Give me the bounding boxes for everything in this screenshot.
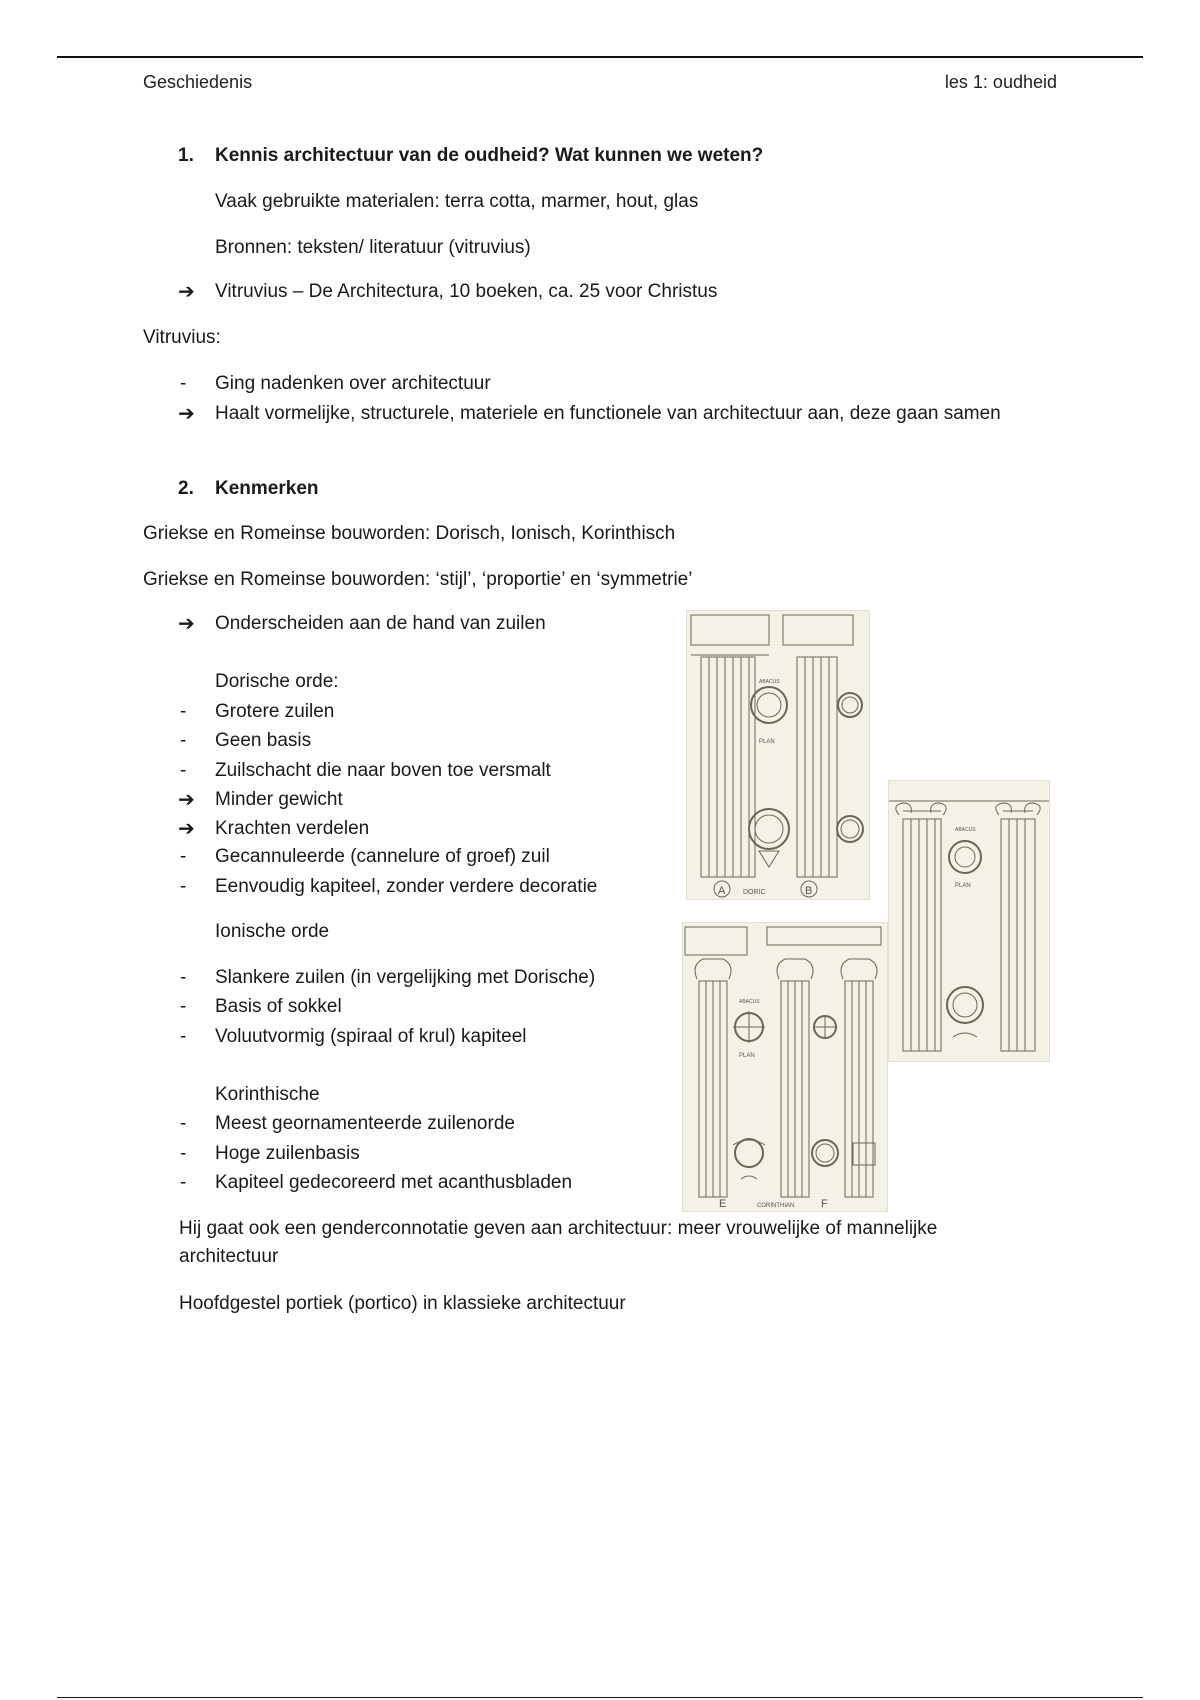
figure-plan-label: PLAN <box>955 883 971 889</box>
footer-rule <box>57 1697 1143 1698</box>
dash-bullet: - <box>180 373 187 394</box>
corinthian-item: Meest geornamenteerde zuilenorde <box>215 1113 515 1134</box>
section-1-title: Kennis architectuur van de oudheid? Wat kunnen we weten? <box>215 145 764 166</box>
doric-item: Gecannuleerde (cannelure of groef) zuil <box>215 846 550 867</box>
dash-bullet: - <box>180 1143 187 1164</box>
dash-bullet: - <box>180 876 187 897</box>
doric-item: Krachten verdelen <box>215 818 370 839</box>
ionic-item: Voluutvormig (spiraal of krul) kapiteel <box>215 1026 527 1047</box>
dash-bullet: - <box>180 1172 187 1193</box>
corinthian-item: Kapiteel gedecoreerd met acanthusbladen <box>215 1172 573 1193</box>
dash-bullet: - <box>180 760 187 781</box>
ionic-columns-drawing <box>889 781 1049 1061</box>
corinthian-title: Korinthische <box>215 1084 320 1105</box>
vitruvius-item-2: Haalt vormelijke, structurele, materiele en functionele van architectuur aan, deze gaan samen <box>215 403 1001 424</box>
doric-columns-drawing <box>687 611 869 899</box>
sources-line: Bronnen: teksten/ literatuur (vitruvius) <box>215 237 531 258</box>
figure-abacus-label: ABACUS <box>759 679 780 685</box>
section-2-title: Kenmerken <box>215 478 319 499</box>
portico-line: Hoofdgestel portiek (portico) in klassieke architectuur <box>179 1293 626 1314</box>
figure-plan-label: PLAN <box>759 739 775 745</box>
dash-bullet: - <box>180 996 187 1017</box>
arrow-right-icon: ➔ <box>178 403 195 425</box>
doric-title: Dorische orde: <box>215 671 339 692</box>
gender-paragraph: Hij gaat ook een genderconnotatie geven aan architectuur: meer vrouwelijke of mannelijke architectuur <box>179 1218 938 1267</box>
orders-line: Griekse en Romeinse bouworden: Dorisch, Ionisch, Korinthisch <box>143 523 676 544</box>
header-lesson: les 1: oudheid <box>944 72 1057 92</box>
materials-line: Vaak gebruikte materialen: terra cotta, marmer, hout, glas <box>215 191 699 212</box>
header-course: Geschiedenis <box>143 72 253 92</box>
section-1-number: 1. <box>178 145 194 166</box>
figure-label-b: B <box>805 885 813 897</box>
doric-item: Eenvoudig kapiteel, zonder verdere decoratie <box>215 876 598 897</box>
header-rule <box>57 56 1143 58</box>
figure-abacus-label: ABACUS <box>955 827 976 833</box>
corinthian-columns-figure <box>682 922 888 1212</box>
corinthian-item: Hoge zuilenbasis <box>215 1143 360 1164</box>
ionic-columns-figure <box>888 780 1050 1062</box>
arrow-right-icon: ➔ <box>178 789 195 811</box>
corinthian-columns-drawing <box>683 923 887 1211</box>
doric-item: Grotere zuilen <box>215 701 335 722</box>
doric-columns-figure <box>686 610 870 900</box>
arrow-right-icon: ➔ <box>178 281 195 303</box>
distinguish-line: Onderscheiden aan de hand van zuilen <box>215 613 546 634</box>
dash-bullet: - <box>180 730 187 751</box>
dash-bullet: - <box>180 701 187 722</box>
arrow-right-icon: ➔ <box>178 613 195 635</box>
orders-terms-line: Griekse en Romeinse bouworden: ‘stijl’, ‘proportie’ en ‘symmetrie’ <box>143 569 693 590</box>
dash-bullet: - <box>180 846 187 867</box>
figure-caption-corinthian: CORINTHIAN <box>757 1203 795 1209</box>
ionic-item: Basis of sokkel <box>215 996 342 1017</box>
vitruvius-label: Vitruvius: <box>143 327 221 348</box>
dash-bullet: - <box>180 1026 187 1047</box>
ionic-title: Ionische orde <box>215 921 330 942</box>
figure-plan-label: PLAN <box>739 1053 755 1059</box>
figure-label-f: F <box>821 1198 828 1210</box>
section-2-number: 2. <box>178 478 194 499</box>
vitruvius-book-line: Vitruvius – De Architectura, 10 boeken, ca. 25 voor Christus <box>215 281 718 302</box>
doric-item: Geen basis <box>215 730 312 751</box>
doric-item: Minder gewicht <box>215 789 343 810</box>
figure-label-a: A <box>718 885 726 897</box>
ionic-item: Slankere zuilen (in vergelijking met Dorische) <box>215 967 596 988</box>
dash-bullet: - <box>180 1113 187 1134</box>
figure-label-e: E <box>719 1198 727 1210</box>
dash-bullet: - <box>180 967 187 988</box>
arrow-right-icon: ➔ <box>178 818 195 840</box>
doric-item: Zuilschacht die naar boven toe versmalt <box>215 760 551 781</box>
vitruvius-item-1: Ging nadenken over architectuur <box>215 373 491 394</box>
figure-caption-doric: DORIC <box>743 889 766 896</box>
figure-abacus-label: ABACUS <box>739 999 760 1005</box>
